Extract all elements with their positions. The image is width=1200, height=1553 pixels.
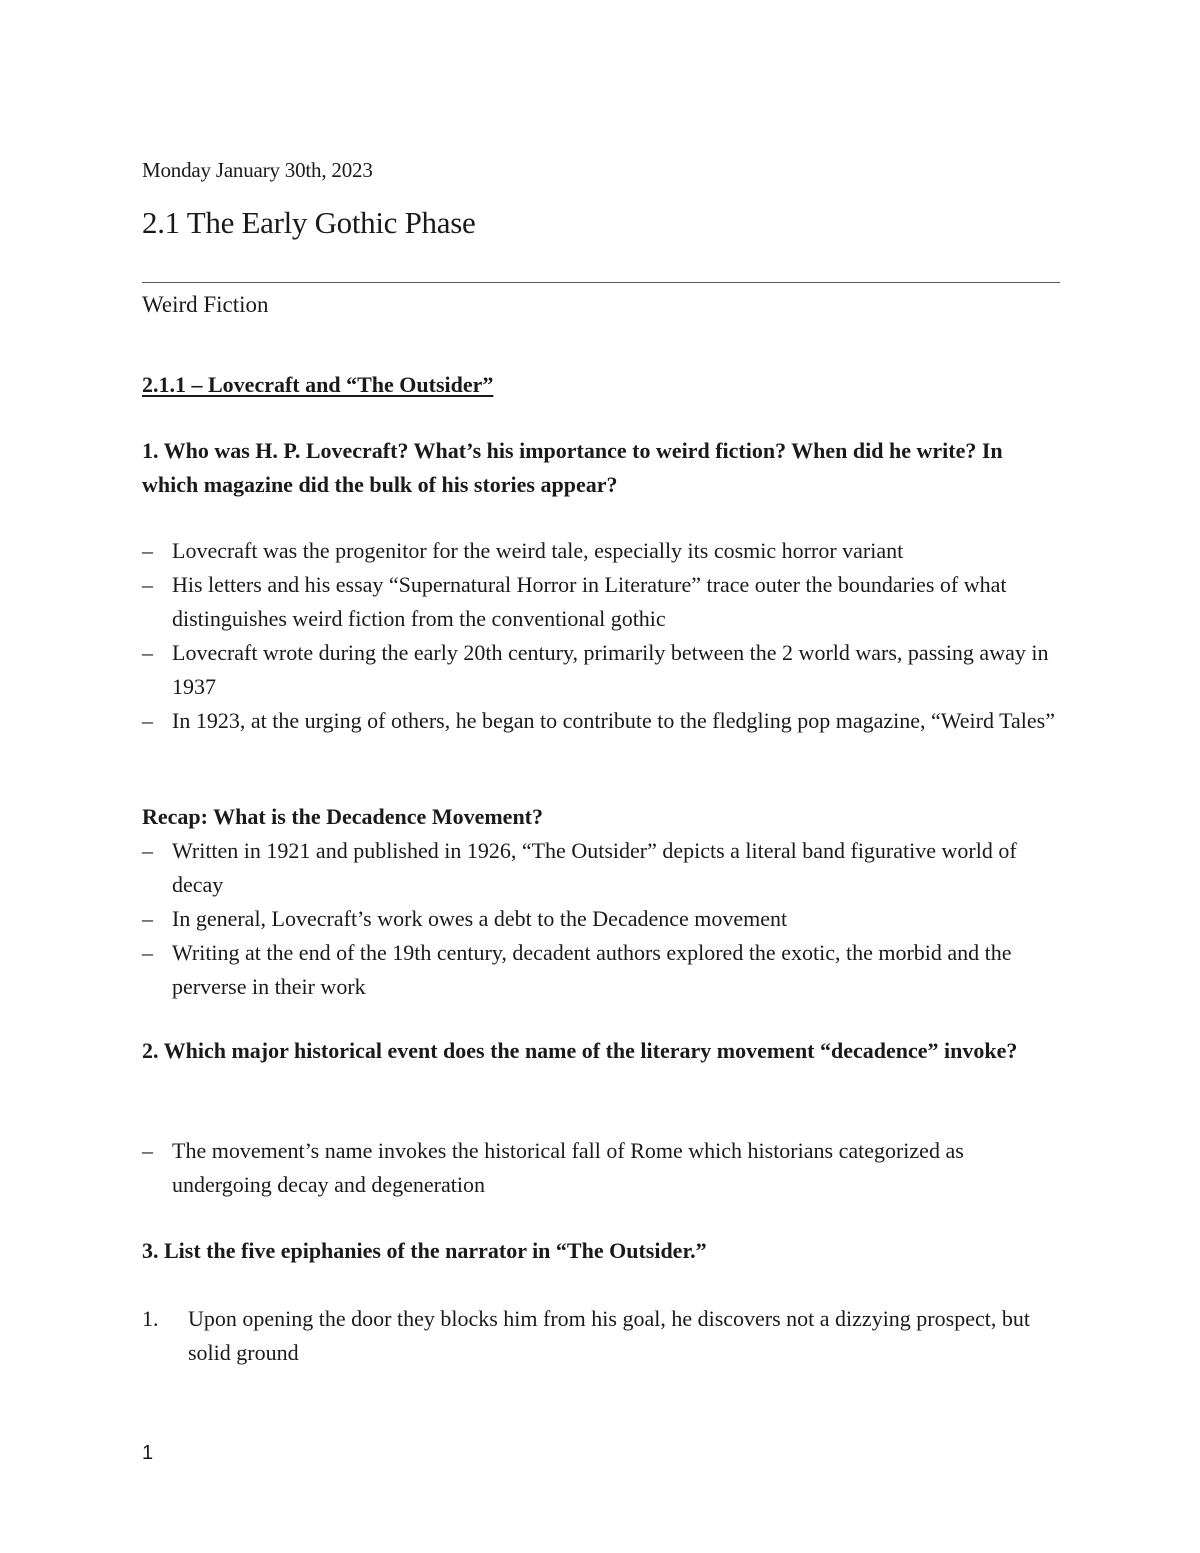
dash-marker: – bbox=[142, 708, 153, 733]
question-3-answers bbox=[142, 1302, 1062, 1370]
list-item-text: Written in 1921 and published in 1926, “The Outsider” depicts a literal band figurative world of decay bbox=[172, 838, 1017, 897]
numbered-list bbox=[142, 1302, 1062, 1370]
list-item bbox=[142, 1134, 1062, 1202]
list-item bbox=[142, 534, 1062, 568]
title-divider bbox=[142, 282, 1060, 283]
dash-marker: – bbox=[142, 838, 153, 863]
section-heading-block bbox=[142, 368, 1062, 402]
question-2-block bbox=[142, 1034, 1062, 1068]
list-item-text: Upon opening the door they blocks him from his goal, he discovers not a dizzying prospect, but solid ground bbox=[188, 1306, 1030, 1365]
bullet-list bbox=[142, 1134, 1062, 1202]
bullet-list bbox=[142, 534, 1062, 738]
list-item-text: Writing at the end of the 19th century, decadent authors explored the exotic, the morbid and the perverse in their work bbox=[172, 940, 1012, 999]
page-number: 1 bbox=[142, 1442, 154, 1464]
document-title: 2.1 The Early Gothic Phase bbox=[142, 205, 476, 240]
list-item-text: The movement’s name invokes the historical fall of Rome which historians categorized as undergoing decay and degeneration bbox=[172, 1138, 964, 1197]
list-item-text: In general, Lovecraft’s work owes a debt to the Decadence movement bbox=[172, 906, 788, 931]
dash-marker: – bbox=[142, 940, 153, 965]
list-item bbox=[142, 636, 1062, 704]
list-number: 1. bbox=[142, 1306, 159, 1331]
list-item-text: His letters and his essay “Supernatural Horror in Literature” trace outer the boundaries of what distinguishes weird fiction from the conventional gothic bbox=[172, 572, 1007, 631]
section-heading: 2.1.1 – Lovecraft and “The Outsider” bbox=[142, 372, 494, 397]
question-2-answers bbox=[142, 1134, 1062, 1202]
list-item bbox=[142, 704, 1062, 738]
dash-marker: – bbox=[142, 572, 153, 597]
question-1-block bbox=[142, 434, 1062, 502]
list-item bbox=[142, 834, 1062, 902]
recap-question: Recap: What is the Decadence Movement? bbox=[142, 804, 544, 829]
list-item-text: Lovecraft wrote during the early 20th century, primarily between the 2 world wars, passing away in 1937 bbox=[172, 640, 1049, 699]
recap-block bbox=[142, 800, 1062, 1004]
dash-marker: – bbox=[142, 538, 153, 563]
question-3-block bbox=[142, 1234, 1062, 1268]
bullet-list bbox=[142, 834, 1062, 1004]
list-item bbox=[142, 936, 1062, 1004]
list-item bbox=[142, 902, 1062, 936]
question-1-answers bbox=[142, 534, 1062, 738]
list-item bbox=[142, 568, 1062, 636]
list-item bbox=[142, 1302, 1062, 1370]
question-2: 2. Which major historical event does the name of the literary movement “decadence” invoke? bbox=[142, 1038, 1018, 1063]
dash-marker: – bbox=[142, 640, 153, 665]
dash-marker: – bbox=[142, 1138, 153, 1163]
document-subtitle: Weird Fiction bbox=[142, 292, 269, 317]
question-3: 3. List the five epiphanies of the narrator in “The Outsider.” bbox=[142, 1238, 707, 1263]
question-1: 1. Who was H. P. Lovecraft? What’s his importance to weird fiction? When did he write? In which magazine did the bulk of his stories appear? bbox=[142, 438, 1003, 497]
dash-marker: – bbox=[142, 906, 153, 931]
list-item-text: Lovecraft was the progenitor for the weird tale, especially its cosmic horror variant bbox=[172, 538, 904, 563]
document-date: Monday January 30th, 2023 bbox=[142, 158, 373, 182]
list-item-text: In 1923, at the urging of others, he began to contribute to the fledgling pop magazine, “Weird Tales” bbox=[172, 708, 1055, 733]
